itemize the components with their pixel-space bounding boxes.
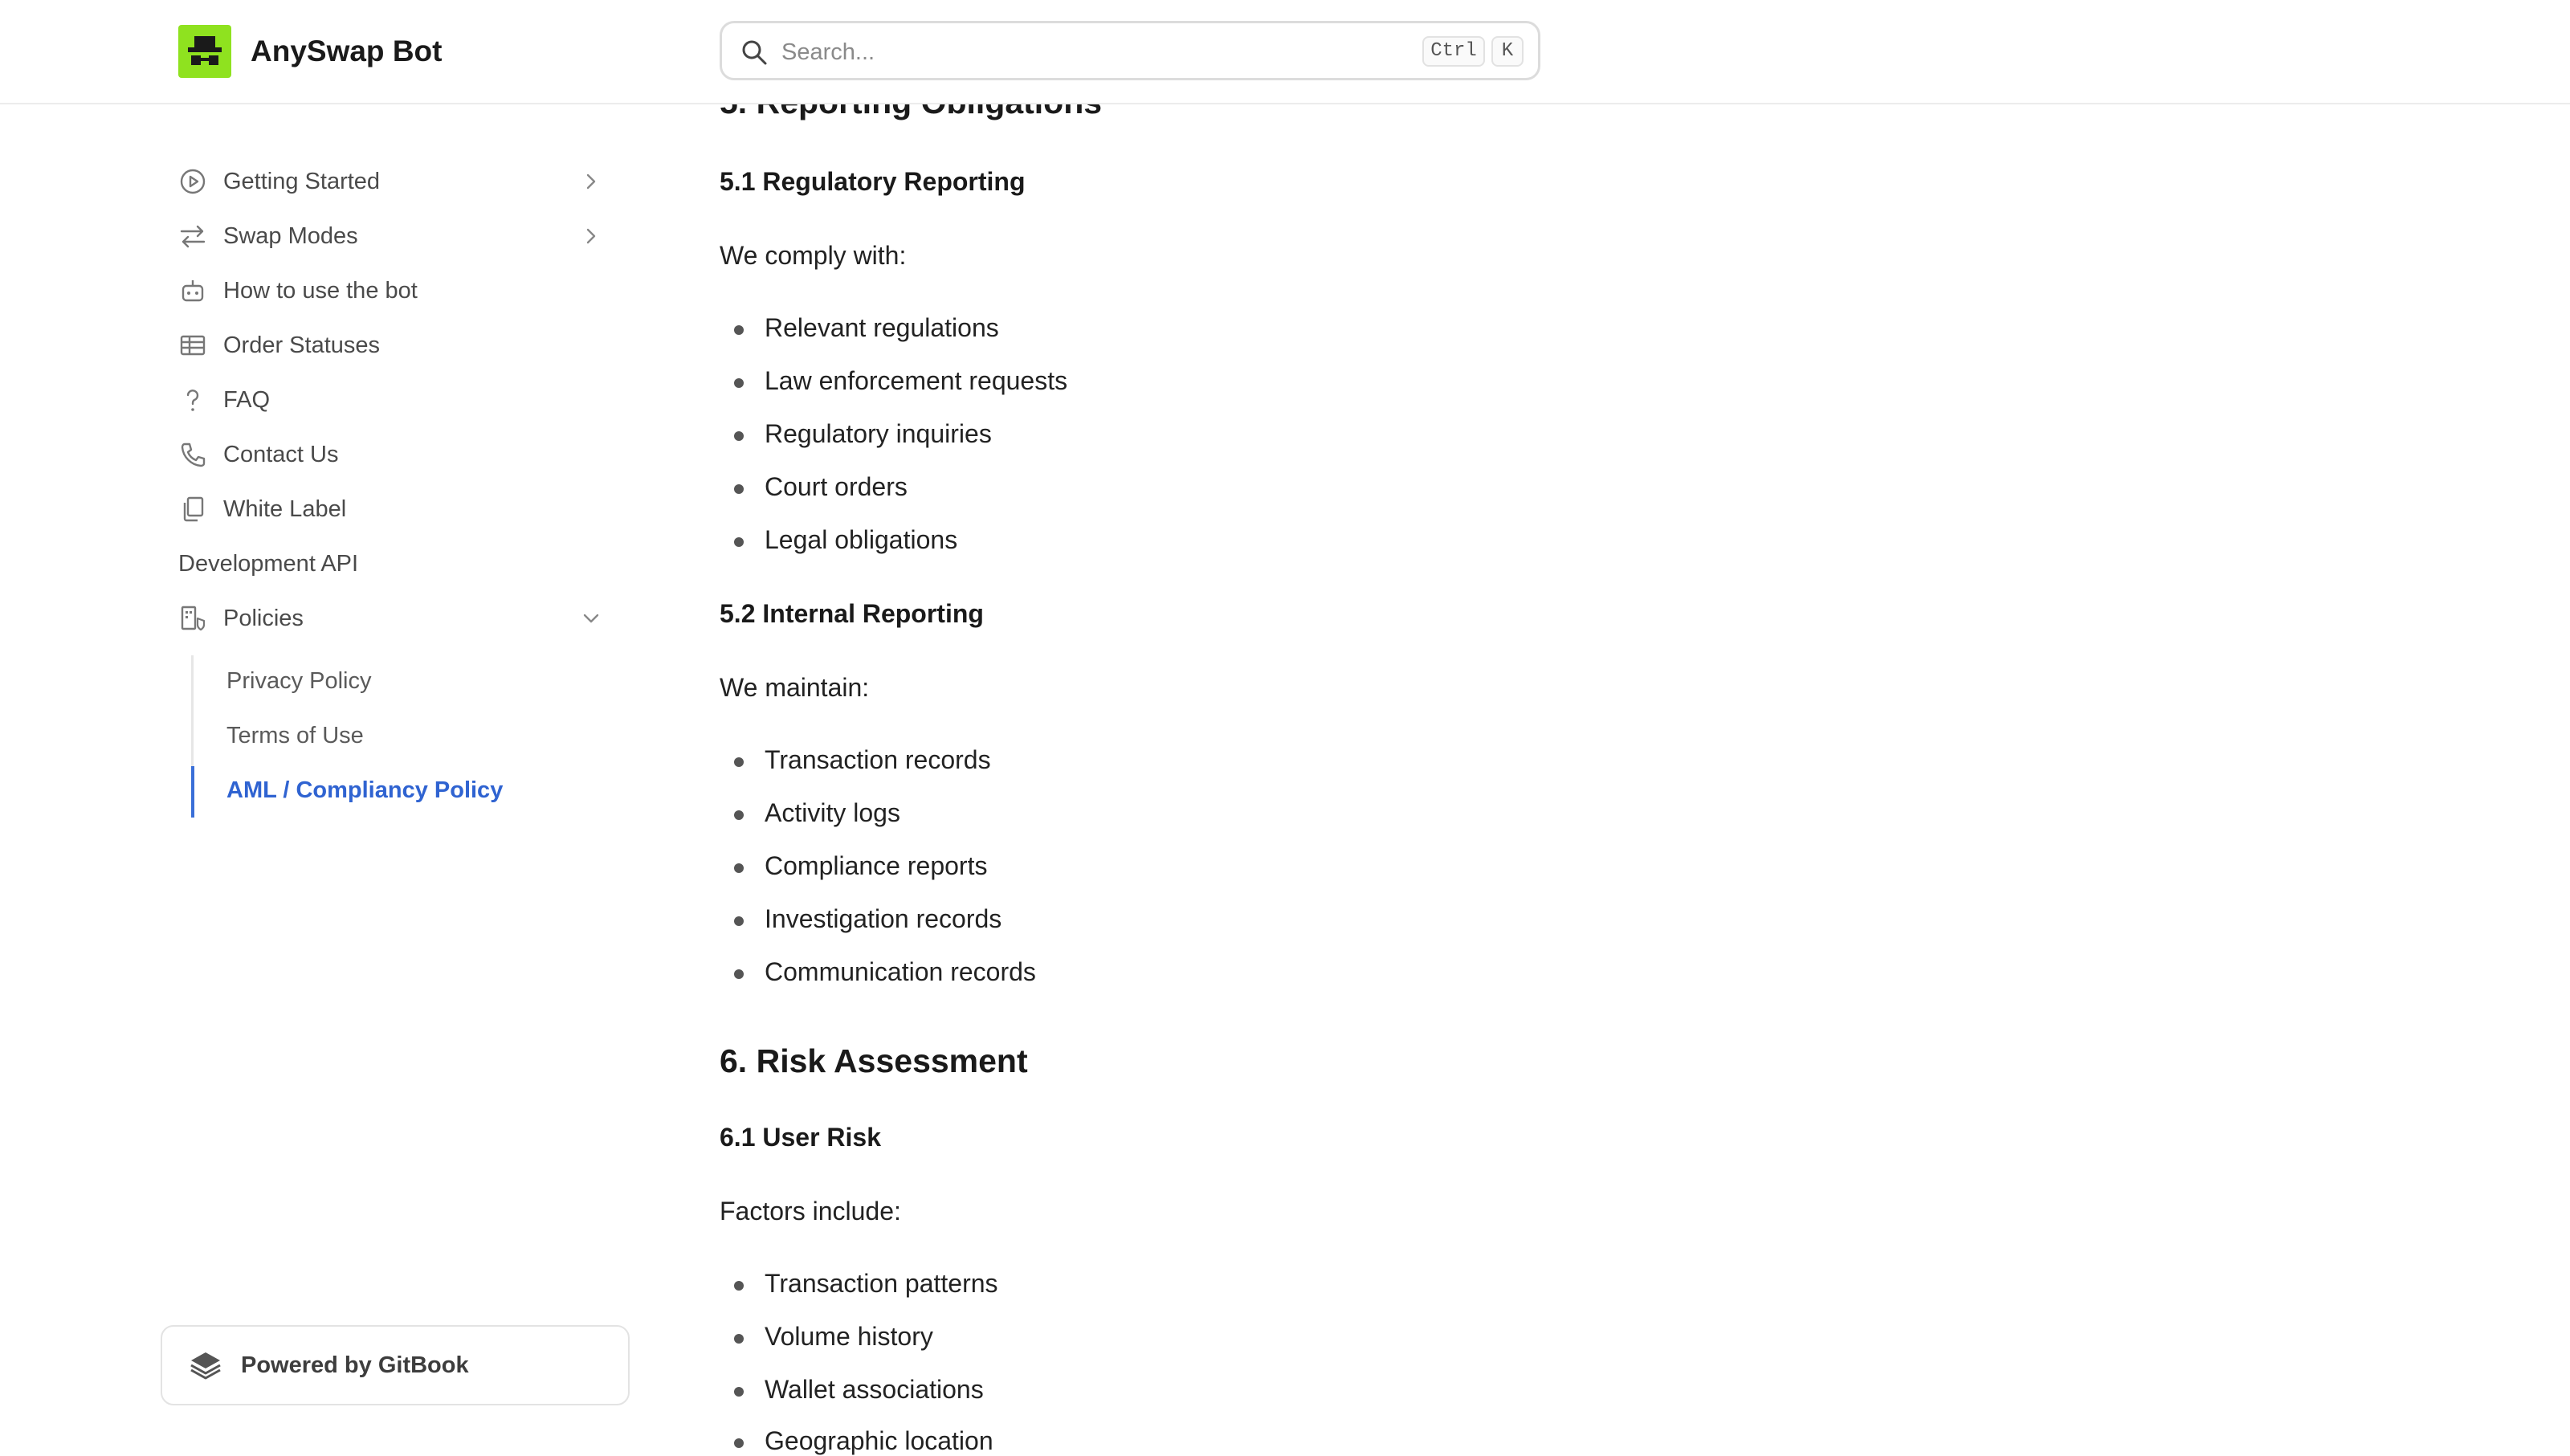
- powered-by-gitbook[interactable]: [161, 1325, 630, 1405]
- sidebar-item-label: Policies: [223, 605, 304, 631]
- sidebar-item-terms-of-use[interactable]: Terms of Use: [226, 722, 364, 748]
- chevron-right-icon[interactable]: [578, 223, 604, 249]
- sidebar-item-label: Order Statuses: [223, 332, 381, 358]
- list-item: Geographic location: [765, 1426, 993, 1455]
- list-item: Transaction records: [765, 745, 991, 774]
- sidebar-nav: [0, 103, 642, 1446]
- top-header: [0, 0, 2570, 104]
- chevron-right-icon[interactable]: [578, 169, 604, 194]
- list-item: Law enforcement requests: [765, 366, 1068, 395]
- list-item: Court orders: [765, 472, 908, 501]
- question-icon: [178, 385, 207, 414]
- sidebar-item-faq[interactable]: [178, 376, 604, 424]
- search-icon: [740, 38, 769, 67]
- sidebar-item-white-label[interactable]: [178, 485, 604, 533]
- list-item: Regulatory inquiries: [765, 419, 992, 448]
- sidebar-item-label: Development API: [178, 550, 359, 577]
- list-item: Relevant regulations: [765, 313, 999, 342]
- paragraph: We comply with:: [720, 241, 907, 270]
- active-item-indicator: [191, 766, 194, 818]
- brand-name[interactable]: AnySwap Bot: [251, 35, 443, 67]
- arrows-swap-icon: [178, 222, 207, 251]
- list-item: Communication records: [765, 957, 1036, 986]
- sidebar-item-how-to-use[interactable]: [178, 267, 604, 315]
- spy-hat-icon: [178, 25, 231, 78]
- list-item: Wallet associations: [765, 1375, 984, 1404]
- list-item: Legal obligations: [765, 525, 958, 554]
- list-item: Volume history: [765, 1322, 933, 1351]
- gitbook-icon: [188, 1349, 223, 1381]
- sidebar-item-aml-policy[interactable]: AML / Compliancy Policy: [226, 777, 504, 803]
- search-input[interactable]: [780, 35, 1345, 70]
- shortcut-ctrl-key: Ctrl: [1422, 36, 1485, 67]
- sidebar-item-label: Contact Us: [223, 441, 339, 467]
- phone-icon: [178, 440, 207, 469]
- chevron-down-icon[interactable]: [578, 606, 604, 631]
- subsection-heading: 5.2 Internal Reporting: [720, 599, 984, 628]
- list-item: Activity logs: [765, 798, 900, 827]
- main-content: [720, 0, 1844, 1455]
- sidebar-item-label: White Label: [223, 496, 347, 522]
- subsection-heading: 5.1 Regulatory Reporting: [720, 167, 1026, 196]
- brand-logo[interactable]: [178, 25, 231, 78]
- sidebar-item-swap-modes[interactable]: [178, 212, 604, 260]
- sidebar-item-label: Swap Modes: [223, 222, 358, 249]
- powered-by-label: Powered by GitBook: [241, 1352, 469, 1378]
- sidebar-item-privacy-policy[interactable]: Privacy Policy: [226, 667, 372, 694]
- building-shield-icon: [178, 604, 207, 633]
- play-circle-icon: [178, 167, 207, 196]
- sidebar-item-contact-us[interactable]: [178, 430, 604, 479]
- robot-icon: [178, 276, 207, 305]
- copy-icon: [178, 495, 207, 524]
- sidebar-item-label: Getting Started: [223, 168, 381, 194]
- list-item: Transaction patterns: [765, 1269, 998, 1298]
- sidebar-item-label: FAQ: [223, 386, 271, 413]
- sidebar-item-policies[interactable]: [178, 594, 604, 642]
- sidebar-item-label: How to use the bot: [223, 277, 418, 304]
- subsection-heading: 6.1 User Risk: [720, 1123, 882, 1152]
- shortcut-k-key: K: [1491, 36, 1524, 67]
- sidebar-item-order-statuses[interactable]: [178, 321, 604, 369]
- list-item: Investigation records: [765, 904, 1002, 933]
- sidebar-item-getting-started[interactable]: [178, 157, 604, 206]
- section-heading: 6. Risk Assessment: [720, 1042, 1028, 1079]
- paragraph: Factors include:: [720, 1197, 901, 1226]
- search-box[interactable]: [720, 21, 1540, 80]
- paragraph: We maintain:: [720, 673, 870, 702]
- list-item: Compliance reports: [765, 851, 988, 880]
- table-icon: [178, 331, 207, 360]
- sidebar-item-development-api[interactable]: [178, 540, 604, 588]
